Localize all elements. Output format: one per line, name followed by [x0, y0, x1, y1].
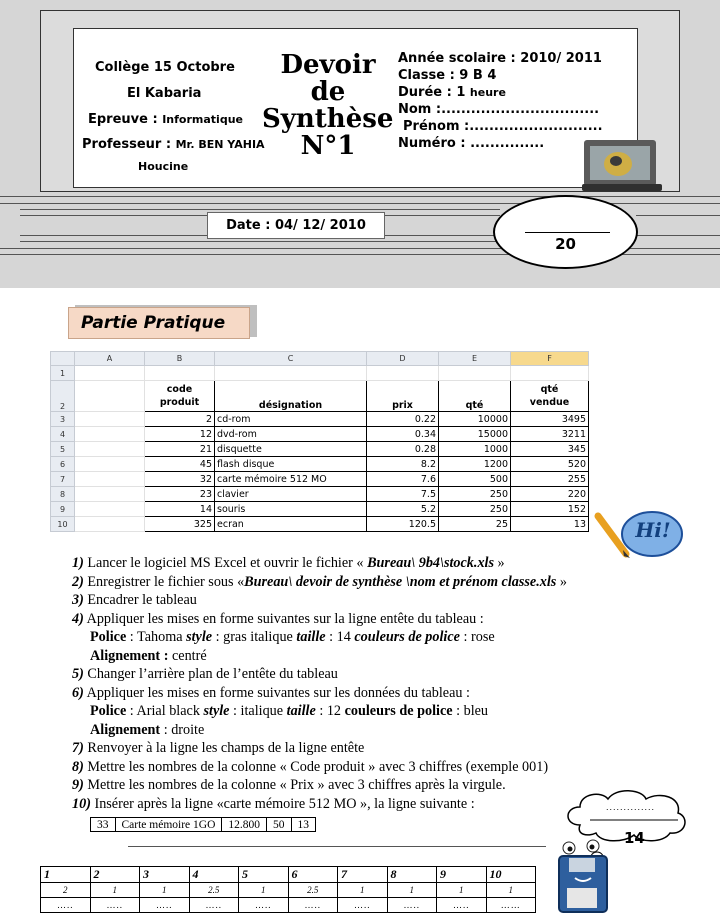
question-score-blank[interactable]: ……: [486, 898, 536, 913]
cell-prix: 0.34: [367, 427, 439, 442]
hi-text: Hi!: [635, 518, 671, 542]
row-header: 8: [51, 487, 75, 502]
date-box: Date : 04/ 12/ 2010: [207, 212, 385, 239]
instructions: [72, 554, 632, 813]
sheet-row: [51, 472, 589, 487]
cell-vendue: 13: [511, 517, 589, 532]
cell-qte: 500: [439, 472, 511, 487]
cloud-score: 14: [624, 829, 645, 847]
prenom-field[interactable]: Prénom :...........................: [403, 119, 603, 134]
question-number: 6: [288, 867, 338, 883]
cell-qte: 15000: [439, 427, 511, 442]
floppy-mascot-clipart: [553, 838, 619, 920]
instruction-5: 5) Changer l’arrière plan de l’entête du tableau: [72, 666, 338, 682]
question-score-blank[interactable]: …..: [140, 898, 190, 913]
question-points: 1: [437, 883, 487, 898]
cell-vendue: 220: [511, 487, 589, 502]
instruction-6: 6) Appliquer les mises en forme suivantes sur les données du tableau :: [72, 684, 470, 701]
row-header: 7: [51, 472, 75, 487]
instruction-7: 7) Renvoyer à la ligne les champs de la ligne entête: [72, 740, 365, 756]
cell-vendue: 3495: [511, 412, 589, 427]
question-number: 8: [387, 867, 437, 883]
new-row-cell: 13: [291, 818, 316, 832]
cell-designation: disquette: [215, 442, 367, 457]
cloud-dots: ..............: [606, 802, 656, 812]
header-cell-qte-vendue: qté vendue: [511, 381, 589, 412]
cell-vendue: 152: [511, 502, 589, 517]
new-row-cell: 50: [267, 818, 292, 832]
sheet-row: [51, 517, 589, 532]
question-number: 10: [486, 867, 536, 883]
question-score-blank[interactable]: …..: [189, 898, 239, 913]
question-points: 1: [387, 883, 437, 898]
question-score-blank[interactable]: …..: [239, 898, 289, 913]
sheet-row: [51, 427, 589, 442]
instruction-4-format: Police : Tahoma style : gras italique taille : 14 couleurs de police : rose: [90, 629, 495, 645]
question-points: 2: [41, 883, 91, 898]
cell-code: 23: [145, 487, 215, 502]
header-cell-designation: désignation: [215, 381, 367, 412]
exam-title: Devoir de Synthèse N°1: [262, 50, 394, 161]
cell-vendue: 345: [511, 442, 589, 457]
question-number: 5: [239, 867, 289, 883]
row-header: 6: [51, 457, 75, 472]
cell-vendue: 520: [511, 457, 589, 472]
row-header: 10: [51, 517, 75, 532]
question-points: 2.5: [189, 883, 239, 898]
cell-qte: 250: [439, 487, 511, 502]
row-header: 4: [51, 427, 75, 442]
cell-code: 325: [145, 517, 215, 532]
cell-qte: 25: [439, 517, 511, 532]
cell-prix: 0.28: [367, 442, 439, 457]
numero-field[interactable]: Numéro : ...............: [398, 136, 545, 151]
row-header: 9: [51, 502, 75, 517]
cell-prix: 8.2: [367, 457, 439, 472]
sheet-row: [51, 442, 589, 457]
question-points: 1: [90, 883, 140, 898]
school-name: Collège 15 Octobre: [95, 60, 235, 75]
question-points: 1: [140, 883, 190, 898]
sheet-corner: [51, 352, 75, 366]
question-number: 1: [41, 867, 91, 883]
cell-designation: souris: [215, 502, 367, 517]
header-cell-prix: prix: [367, 381, 439, 412]
instruction-8: 8) Mettre les nombres de la colonne « Code produit » avec 3 chiffres (exemple 001): [72, 758, 549, 775]
total-score: 20: [555, 235, 576, 253]
row-header: 5: [51, 442, 75, 457]
classe: Classe : 9 B 4: [398, 68, 497, 83]
question-number: 9: [437, 867, 487, 883]
row-header: 1: [51, 366, 75, 381]
question-points: 1: [239, 883, 289, 898]
professeur: Professeur : Mr. BEN YAHIA: [82, 137, 265, 152]
new-row-cell: Carte mémoire 1GO: [115, 818, 222, 832]
new-row-cell: 33: [91, 818, 116, 832]
question-score-blank[interactable]: …..: [90, 898, 140, 913]
annee-scolaire: Année scolaire : 2010/ 2011: [398, 51, 602, 66]
cell-code: 12: [145, 427, 215, 442]
cell-qte: 250: [439, 502, 511, 517]
instruction-6-format: Police : Arial black style : italique taille : 12 couleurs de police : bleu: [90, 703, 489, 719]
section-title: Partie Pratique: [68, 307, 250, 339]
col-header: A: [75, 352, 145, 366]
cell-qte: 1000: [439, 442, 511, 457]
question-score-blank[interactable]: …..: [338, 898, 388, 913]
duree: Durée : 1 heure: [398, 85, 506, 100]
question-score-blank[interactable]: …..: [387, 898, 437, 913]
question-score-blank[interactable]: …..: [288, 898, 338, 913]
header-cell-qte: qté: [439, 381, 511, 412]
question-number: 7: [338, 867, 388, 883]
cell-qte: 10000: [439, 412, 511, 427]
cell-code: 14: [145, 502, 215, 517]
question-number: 4: [189, 867, 239, 883]
instruction-10: 10) Insérer après la ligne «carte mémoire 512 MO », la ligne suivante :: [72, 795, 475, 812]
row-header: 3: [51, 412, 75, 427]
sheet-row: [51, 412, 589, 427]
cell-code: 2: [145, 412, 215, 427]
professeur-name-2: Houcine: [138, 160, 189, 173]
epreuve: Epreuve : Informatique: [88, 112, 243, 127]
question-number: 3: [140, 867, 190, 883]
nom-field[interactable]: Nom :................................: [398, 102, 600, 117]
cell-prix: 5.2: [367, 502, 439, 517]
question-points: 1: [338, 883, 388, 898]
cell-designation: clavier: [215, 487, 367, 502]
sheet-row: [51, 502, 589, 517]
cell-vendue: 255: [511, 472, 589, 487]
row-header: 2: [51, 381, 75, 412]
sheet-row: [51, 457, 589, 472]
cell-prix: 120.5: [367, 517, 439, 532]
instruction-9: 9) Mettre les nombres de la colonne « Prix » avec 3 chiffres après la virgule.: [72, 777, 506, 793]
col-header-selected: F: [511, 352, 589, 366]
new-row-example: [90, 817, 316, 832]
question-points: 2.5: [288, 883, 338, 898]
instruction-4: 4) Appliquer les mises en forme suivantes sur la ligne entête du tableau :: [72, 610, 484, 627]
school-city: El Kabaria: [127, 86, 202, 101]
question-score-blank[interactable]: …..: [41, 898, 91, 913]
question-number: 2: [90, 867, 140, 883]
sheet-row: [51, 487, 589, 502]
cell-prix: 0.22: [367, 412, 439, 427]
cell-vendue: 3211: [511, 427, 589, 442]
cell-code: 32: [145, 472, 215, 487]
cell-designation: ecran: [215, 517, 367, 532]
cell-designation: dvd-rom: [215, 427, 367, 442]
instruction-1: 1) Lancer le logiciel MS Excel et ouvrir le fichier « Bureau\ 9b4\stock.xls »: [72, 555, 505, 571]
new-row-cell: 12.800: [222, 818, 267, 832]
cell-prix: 7.5: [367, 487, 439, 502]
cell-code: 21: [145, 442, 215, 457]
header-cell-code: code produit: [145, 381, 215, 412]
score-oval: [493, 195, 638, 269]
col-header: E: [439, 352, 511, 366]
computer-clipart: [580, 138, 665, 193]
cell-qte: 1200: [439, 457, 511, 472]
instruction-3: 3) Encadrer le tableau: [72, 592, 197, 608]
cell-code: 45: [145, 457, 215, 472]
cell-designation: flash disque: [215, 457, 367, 472]
question-score-blank[interactable]: …..: [437, 898, 487, 913]
score-table: [40, 866, 536, 913]
col-header: B: [145, 352, 215, 366]
instruction-6-align: Alignement : droite: [90, 721, 205, 738]
instruction-4-align: Alignement : centré: [90, 647, 207, 664]
col-header: D: [367, 352, 439, 366]
cell-designation: carte mémoire 512 MO: [215, 472, 367, 487]
col-header: C: [215, 352, 367, 366]
instruction-2: 2) Enregistrer le fichier sous «Bureau\ devoir de synthèse \nom et prénom classe.xls »: [72, 573, 567, 590]
cell-designation: cd-rom: [215, 412, 367, 427]
question-points: 1: [486, 883, 536, 898]
spreadsheet-screenshot: [50, 351, 588, 532]
cell-prix: 7.6: [367, 472, 439, 487]
